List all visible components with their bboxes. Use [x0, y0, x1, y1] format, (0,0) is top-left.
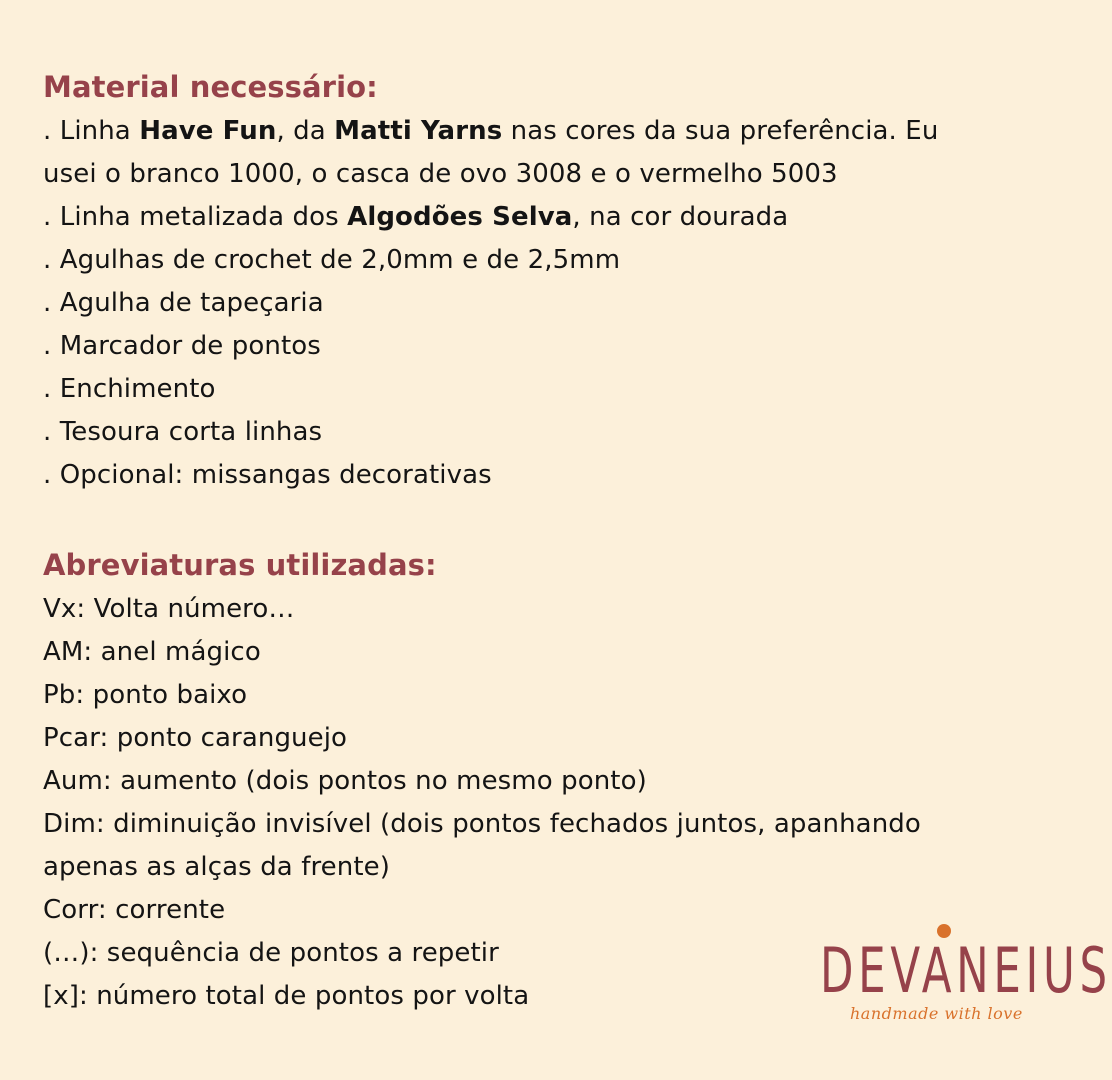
section-gap [43, 497, 1043, 542]
material-item: . Tesoura corta linhas [43, 417, 323, 447]
text-fragment: , na cor dourada [572, 202, 789, 232]
abbreviation-item: Vx: Volta número… [43, 594, 295, 624]
material-item: . Enchimento [43, 374, 216, 404]
material-line [43, 110, 1043, 153]
text-fragment: , da [276, 116, 335, 146]
abbreviation-item: Pcar: ponto caranguejo [43, 723, 348, 753]
material-item: . Marcador de pontos [43, 331, 321, 361]
text-fragment: nas cores da sua preferência. Eu [502, 116, 939, 146]
abbreviation-item: (…): sequência de pontos a repetir [43, 938, 499, 968]
abbreviation-item: Pb: ponto baixo [43, 680, 248, 710]
brand-matti-yarns: Matti Yarns [334, 116, 503, 146]
brand-have-fun: Have Fun [139, 116, 277, 146]
material-line: usei o branco 1000, o casca de ovo 3008 e o vermelho 5003 [43, 159, 838, 189]
abbreviations-heading: Abreviaturas utilizadas: [43, 548, 437, 582]
devaneius-logo [818, 920, 1112, 1030]
material-item: . Agulhas de crochet de 2,0mm e de 2,5mm [43, 245, 621, 275]
material-item: . Opcional: missangas decorativas [43, 460, 492, 490]
abbreviation-item: apenas as alças da frente) [43, 852, 390, 882]
abbreviation-item: Corr: corrente [43, 895, 226, 925]
text-fragment: . Linha metalizada dos [43, 202, 348, 232]
material-item: . Agulha de tapeçaria [43, 288, 324, 318]
logo-wordmark: DEVANEIUS [820, 934, 1112, 1007]
abbreviation-item: Aum: aumento (dois pontos no mesmo ponto) [43, 766, 647, 796]
logo-tagline: handmade with love [850, 1004, 1023, 1023]
brand-algodoes-selva: Algodões Selva [347, 202, 573, 232]
abbreviation-item: [x]: número total de pontos por volta [43, 981, 530, 1011]
material-heading: Material necessário: [43, 70, 378, 104]
abbreviation-item: Dim: diminuição invisível (dois pontos fechados juntos, apanhando [43, 809, 921, 839]
abbreviation-item: AM: anel mágico [43, 637, 261, 667]
text-fragment: . Linha [43, 116, 140, 146]
material-line [43, 196, 1043, 239]
document-body [43, 64, 1043, 1018]
